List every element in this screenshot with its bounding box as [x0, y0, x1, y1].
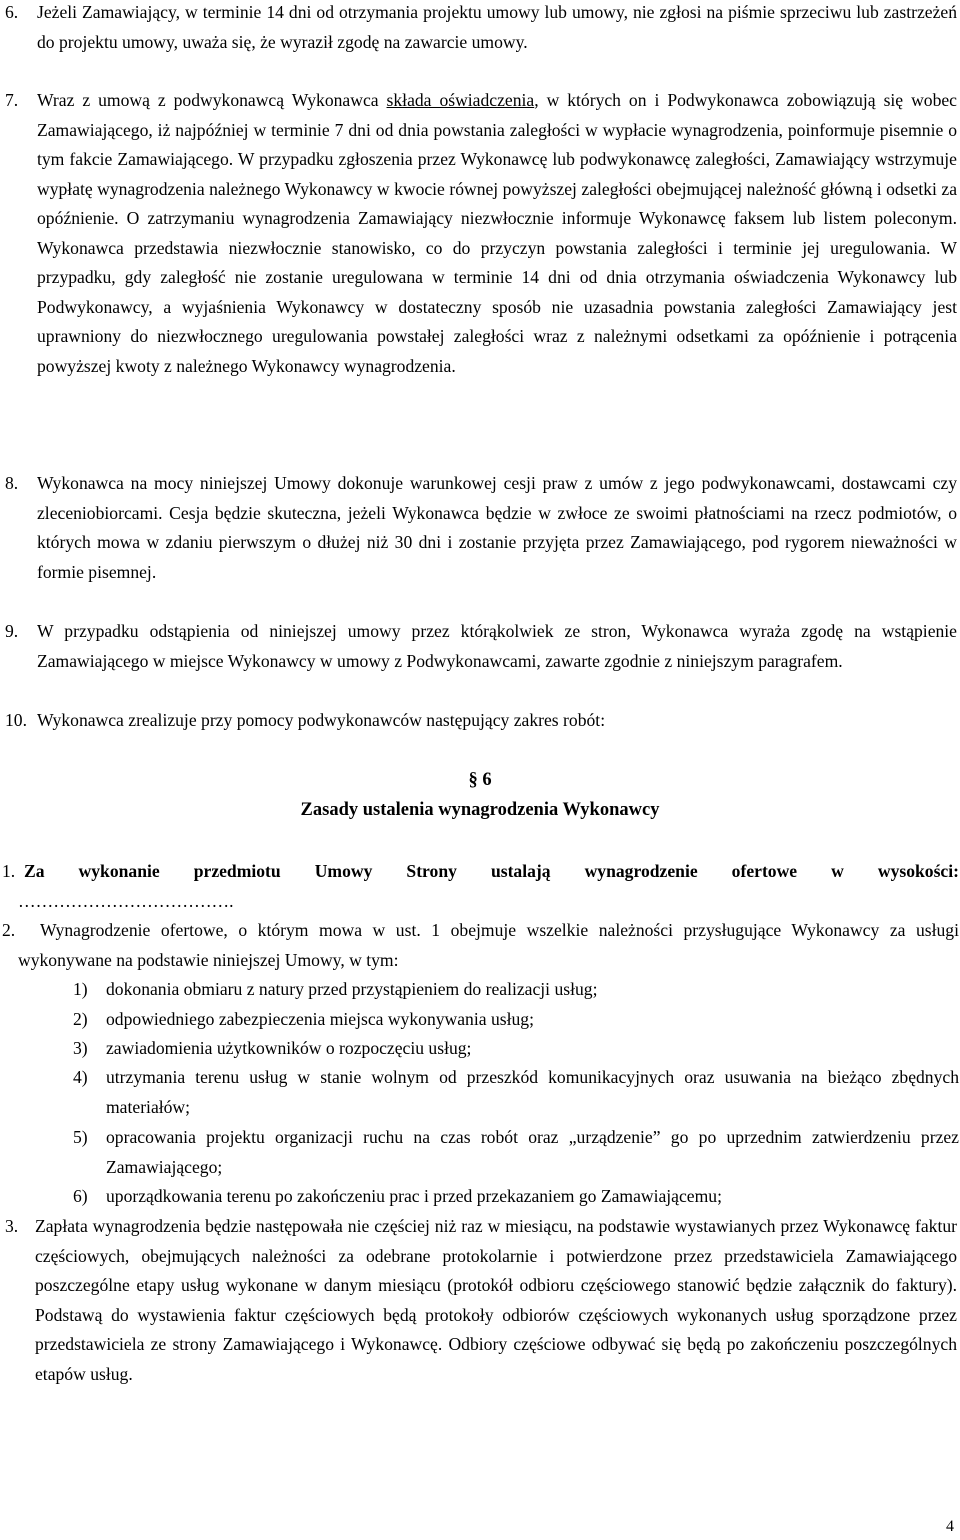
paragraph-text: Zapłata wynagrodzenia będzie następowała nie częściej niż raz w miesiącu, na podstawie wystawianych przez Wykonawcę faktur częściowych, obejmujących należności za odebrane protokolarnie i potwierdzone przez przedstawiciela Zamawiającego poszczególne etapy usług wykonane w danym miesiącu (protokół odbioru częściowego stanowić będzie załącznik do faktury). Podstawą do wystawienia faktur częściowych będą protokoły odbiorów częściowych wykonanych usług sporządzone przez przedstawiciela ze strony Zamawiającego i Wykonawcę. Odbiory częściowe odbywać się będą po zakończeniu poszczególnych etapów usług.	[35, 1216, 957, 1384]
section-symbol: § 6	[468, 770, 492, 790]
sub-item-number: 1)	[73, 979, 88, 999]
sub-item-6	[73, 1182, 959, 1212]
sub-item-text: utrzymania terenu usług w stanie wolnym od przeszkód komunikacyjnych oraz usuwania na bieżąco zbędnych materiałów;	[106, 1067, 959, 1117]
list-item-text	[37, 86, 957, 381]
list-item-9	[5, 617, 957, 676]
paragraph-number: 1.	[2, 861, 16, 881]
sub-item-text: odpowiedniego zabezpieczenia miejsca wykonywania usług;	[106, 1009, 534, 1029]
sub-item-3	[73, 1034, 959, 1064]
list-item-10	[5, 706, 957, 736]
sub-item-text: zawiadomienia użytkowników o rozpoczęciu usług;	[106, 1038, 472, 1058]
sub-item-number: 4)	[73, 1067, 88, 1087]
sub-item-text: dokonania obmiaru z natury przed przystąpieniem do realizacji usług;	[106, 979, 598, 999]
list-item-text: Wykonawca na mocy niniejszej Umowy dokonuje warunkowej cesji praw z umów z jego podwykonawcami, dostawcami czy zleceniobiorcami. Cesja będzie skuteczna, jeżeli Wykonawca będzie w zwłoce ze swoimi płatnościami na rzecz podmiotów, o których mowa w zdaniu pierwszym o dłużej niż 30 dni i zostanie przyjęta przez Zamawiającego, pod rygorem nieważności w formie pisemnej.	[37, 473, 957, 582]
section-title: Zasady ustalenia wynagrodzenia Wykonawcy	[300, 800, 660, 820]
page-number: 4	[946, 1518, 954, 1535]
list-item-number: 6.	[5, 2, 19, 22]
paragraph-1	[2, 857, 959, 887]
sub-item-number: 2)	[73, 1009, 88, 1029]
sub-item-2	[73, 1005, 959, 1035]
text-segment: , w których on i Podwykonawca zobowiązują się wobec Zamawiającego, iż najpóźniej w terminie 7 dni od dnia powstania zaległości w wypłacie wynagrodzenia, poinformuje pisemnie o tym fakcie Zamawiającego. W przypadku zgłoszenia przez Wykonawcę lub podwykonawcę zaległości, Zamawiający wstrzymuje wypłatę wynagrodzenia należnego Wykonawcy w kwocie równej powyższej zaległości obejmującej należność główną i odsetki za opóźnienie. O zatrzymaniu wynagrodzenia Zamawiający niezwłocznie informuje Wykonawcę faksem lub listem poleconym. Wykonawca przedstawia niezwłocznie stanowisko, co do przyczyn powstania zaległości i terminie jej uregulowania. W przypadku, gdy zaległość nie zostanie uregulowana w terminie 14 dni od dnia otrzymania oświadczenia Wykonawcy lub Podwykonawcy, a wyjaśnienia Wykonawcy w dostateczny sposób nie uzasadnia powstania zaległości Zamawiający jest uprawniony do niezwłocznego uregulowania powstałej zaległości wraz z należnymi odsetkami za opóźnienie i potrącenia powyższej kwoty z należnego Wykonawcy wynagrodzenia.	[37, 90, 957, 376]
text-segment: Wraz z umową z podwykonawcą Wykonawca	[37, 90, 387, 110]
sub-item-4	[73, 1063, 959, 1122]
sub-item-5	[73, 1123, 959, 1182]
sub-item-number: 6)	[73, 1186, 88, 1206]
sub-item-text: uporządkowania terenu po zakończeniu prac i przed przekazaniem go Zamawiającemu;	[106, 1186, 722, 1206]
sub-item-number: 5)	[73, 1127, 88, 1147]
paragraph-1-dots: ……………………………….	[18, 891, 234, 911]
underlined-text: składa oświadczenia	[386, 90, 535, 110]
sub-item-number: 3)	[73, 1038, 88, 1058]
list-item-7	[5, 86, 957, 381]
paragraph-3	[5, 1212, 957, 1389]
list-item-number: 9.	[5, 621, 19, 641]
list-item-8	[5, 469, 957, 587]
list-item-number: 10.	[5, 710, 27, 730]
list-item-number: 7.	[5, 90, 19, 110]
sub-item-text: opracowania projektu organizacji ruchu na czas robót oraz „urządzenie” go po uprzednim zatwierdzeniu przez Zamawiającego;	[106, 1127, 959, 1177]
paragraph-text: Za wykonanie przedmiotu Umowy Strony ustalają wynagrodzenie ofertowe w wysokości:	[24, 861, 959, 881]
paragraph-text: Wynagrodzenie ofertowe, o którym mowa w ust. 1 obejmuje wszelkie należności przysługujące Wykonawcy za usługi wykonywane na podstawie niniejszej Umowy, w tym:	[18, 920, 959, 970]
list-item-text: W przypadku odstąpienia od niniejszej umowy przez którąkolwiek ze stron, Wykonawca wyraża zgodę na wstąpienie Zamawiającego w miejsce Wykonawcy w umowy z Podwykonawcami, zawarte zgodnie z niniejszym paragrafem.	[37, 621, 957, 671]
paragraph-2	[2, 916, 959, 975]
list-item-6	[5, 0, 957, 57]
paragraph-number: 3.	[5, 1216, 19, 1236]
list-item-text: Jeżeli Zamawiający, w terminie 14 dni od otrzymania projektu umowy lub umowy, nie zgłosi na piśmie sprzeciwu lub zastrzeżeń do projektu umowy, uważa się, że wyraził zgodę na zawarcie umowy.	[37, 2, 957, 52]
sub-item-1	[73, 975, 959, 1005]
paragraph-number: 2.	[2, 920, 16, 940]
list-item-text: Wykonawca zrealizuje przy pomocy podwykonawców następujący zakres robót:	[37, 710, 606, 730]
list-item-number: 8.	[5, 473, 19, 493]
